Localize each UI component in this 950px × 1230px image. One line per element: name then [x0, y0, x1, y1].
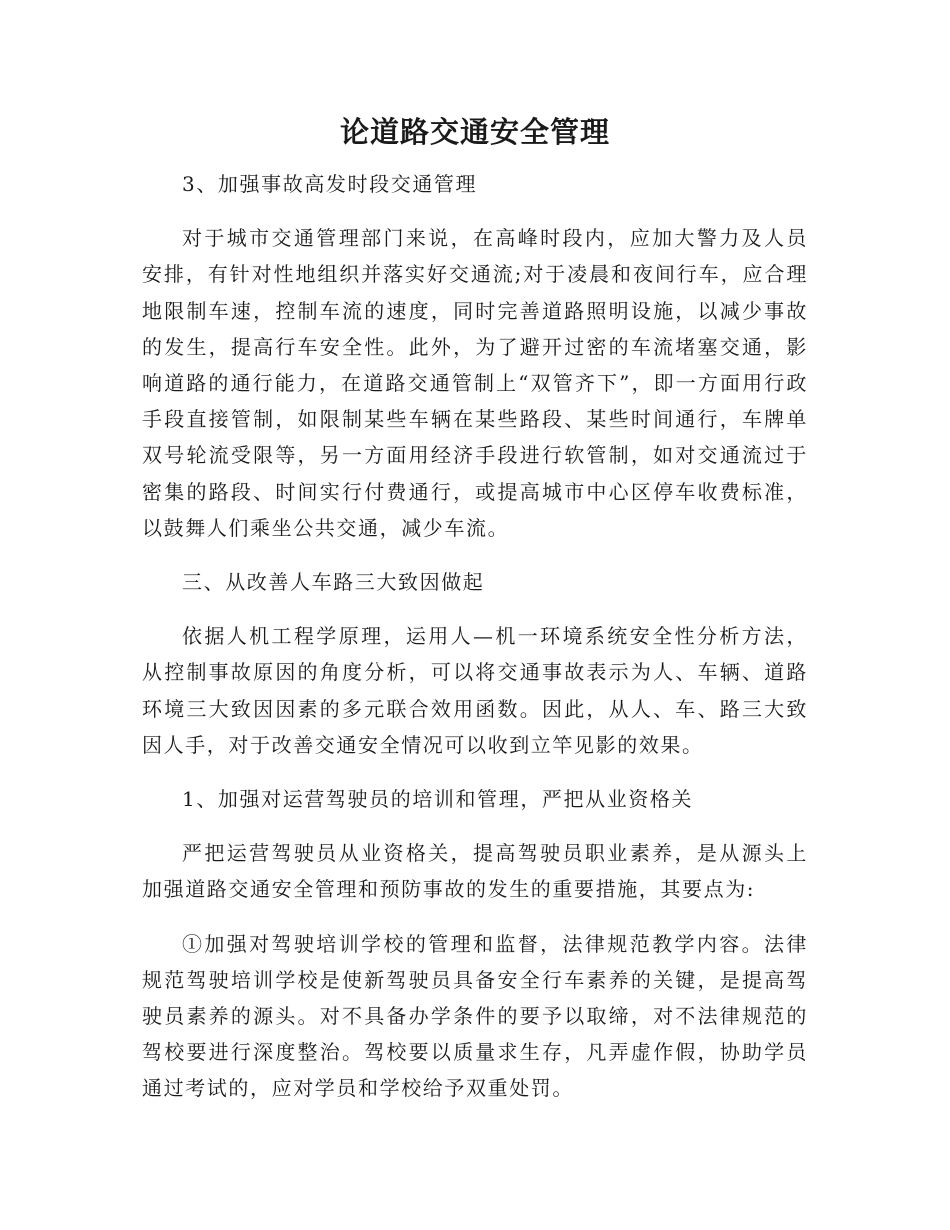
body-paragraph: 依据人机工程学原理，运用人—机一环境系统安全性分析方法，从控制事故原因的角度分析，可以将交通事故表示为人、车辆、道路环境三大致因因素的多元联合效用函数。因此，从人、车、路三大致因人手，对于改善交通安全情况可以收到立竿见影的效果。	[142, 624, 808, 757]
document-title: 论道路交通安全管理	[339, 115, 610, 149]
body-paragraph: ①加强对驾驶培训学校的管理和监督，法律规范教学内容。法律规范驾驶培训学校是使新驾驶员具备安全行车素养的关键，是提高驾驶员素养的源头。对不具备办学条件的要予以取缔，对不法律规范的驾校要进行深度整治。驾校要以质量求生存，凡弄虚作假，协助学员通过考试的，应对学员和学校给予双重处罚。	[142, 931, 808, 1101]
document-body	[142, 166, 808, 1107]
body-paragraph: 对于城市交通管理部门来说，在高峰时段内，应加大警力及人员安排，有针对性地组织并落实好交通流;对于凌晨和夜间行车，应合理地限制车速，控制车流的速度，同时完善道路照明设施，以减少事故的发生，提高行车安全性。此外，为了避开过密的车流堵塞交通，影响道路的通行能力，在道路交通管制上“双管齐下”，即一方面用行政手段直接管制，如限制某些车辆在某些路段、某些时间通行，车牌单双号轮流受限等，另一方面用经济手段进行软管制，如对交通流过于密集的路段、时间实行付费通行，或提高城市中心区停车收费标准，以鼓舞人们乘坐公共交通，减少车流。	[142, 226, 808, 540]
body-paragraph: 严把运营驾驶员从业资格关，提高驾驶员职业素养，是从源头上加强道路交通安全管理和预防事故的发生的重要措施，其要点为:	[142, 841, 808, 902]
section-heading: 三、从改善人车路三大致因做起	[182, 570, 485, 595]
section-heading: 1、加强对运营驾驶员的培训和管理，严把从业资格关	[182, 787, 694, 812]
section-heading: 3、加强事故高发时段交通管理	[182, 172, 478, 196]
